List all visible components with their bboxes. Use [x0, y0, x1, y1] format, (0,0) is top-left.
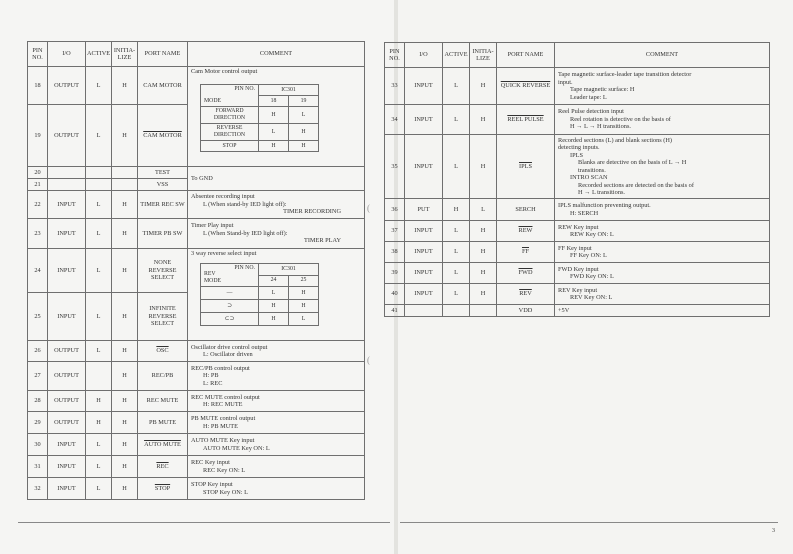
table-row	[385, 305, 770, 317]
comment-cell	[555, 284, 770, 305]
table-row	[385, 284, 770, 305]
port-cell: TEST	[138, 167, 188, 179]
active-cell: L	[86, 105, 112, 167]
comment-line: Blanks are detective on the basis of L → H	[578, 159, 687, 166]
active-cell: L	[86, 478, 112, 500]
init-cell: H	[112, 341, 138, 362]
comment-line: H → L → H transitions.	[570, 123, 631, 131]
init-cell: L	[470, 199, 497, 221]
io-cell: INPUT	[405, 284, 443, 305]
mode-stop: STOP	[201, 141, 259, 152]
one-way-icon: —	[201, 287, 259, 300]
pin-cell: 27	[28, 362, 48, 391]
ic-label: IC301	[259, 85, 319, 96]
table-row	[385, 105, 770, 135]
io-cell: OUTPUT	[48, 412, 86, 434]
value-cell: H	[289, 287, 319, 300]
table-row	[28, 191, 365, 219]
comment-line: FWD Key ON: L	[570, 273, 614, 280]
mode-corner-cell	[201, 85, 259, 107]
port-cell: STOP	[138, 478, 188, 500]
comment-line: STOP Key ON: L	[203, 488, 248, 496]
port-cell: VDD	[497, 305, 555, 317]
col-pin-25: 25	[289, 275, 319, 287]
io-cell: INPUT	[48, 456, 86, 478]
pin-cell: 28	[28, 391, 48, 412]
init-cell: H	[112, 219, 138, 249]
io-cell: INPUT	[48, 478, 86, 500]
col-pin-19: 19	[289, 96, 319, 107]
init-cell: H	[112, 105, 138, 167]
comment-cell	[555, 221, 770, 242]
port-cell: $\overline{REV}$	[497, 284, 555, 305]
comment-cell	[188, 434, 365, 456]
io-cell: INPUT	[48, 219, 86, 249]
comment-line: H → L transitions.	[578, 189, 625, 196]
port-cell: SERCH	[497, 199, 555, 221]
active-cell: L	[443, 284, 470, 305]
init-cell: H	[112, 293, 138, 341]
comment-line: Recorded sections (L) and blank sections (H)	[558, 136, 673, 144]
value-cell: H	[289, 141, 319, 152]
table-header	[28, 42, 365, 67]
right-bottom-rule	[400, 522, 778, 523]
comment-cell	[555, 135, 770, 199]
margin-mark: (	[367, 203, 370, 213]
table-row	[385, 199, 770, 221]
port-cell: QUICK REVERSE	[497, 68, 555, 105]
io-cell: OUTPUT	[48, 67, 86, 105]
comment-line: Tape magnetic surface-leader tape transition detector	[558, 71, 692, 78]
comment-line: REC Key input	[191, 459, 230, 466]
comment-line: input.	[558, 78, 573, 86]
pin-cell: 25	[28, 293, 48, 341]
comment-cell	[188, 456, 365, 478]
port-cell: TIMER PB SW	[138, 219, 188, 249]
table-row	[28, 167, 365, 179]
pin-cell: 31	[28, 456, 48, 478]
pin-cell: 34	[385, 105, 405, 135]
init-cell: H	[112, 434, 138, 456]
io-cell: INPUT	[405, 105, 443, 135]
table-header	[385, 43, 770, 68]
comment-line: FF Key ON: L	[570, 252, 607, 259]
port-cell: $\overline{FWD}$	[497, 263, 555, 284]
io-cell: INPUT	[405, 263, 443, 284]
comment-cell	[188, 191, 365, 219]
comment-cell	[188, 167, 365, 191]
comment-line: To GND	[191, 174, 213, 182]
comment-line: IPLS malfunction preventing output.	[558, 202, 651, 209]
comment-line: AUTO MUTE Key ON: L	[203, 444, 270, 452]
init-cell: H	[112, 249, 138, 293]
ic-label: IC301	[259, 264, 319, 276]
pin-cell: 24	[28, 249, 48, 293]
header-port-name: PORT NAME	[497, 43, 555, 68]
init-cell: H	[112, 391, 138, 412]
active-cell: L	[443, 68, 470, 105]
value-cell: H	[289, 124, 319, 141]
comment-line: H: SERCH	[570, 209, 599, 217]
margin-mark: (	[367, 355, 370, 365]
active-cell: L	[86, 341, 112, 362]
port-cell: REC/PB	[138, 362, 188, 391]
io-cell: OUTPUT	[48, 391, 86, 412]
comment-line: FWD Key input	[558, 265, 599, 273]
comment-line: Tape magnetic surface: H	[570, 86, 635, 93]
pin-cell: 26	[28, 341, 48, 362]
comment-cell	[555, 199, 770, 221]
pin-cell: 23	[28, 219, 48, 249]
io-cell: INPUT	[48, 191, 86, 219]
comment-line: REW Key input	[558, 223, 599, 231]
active-cell: L	[86, 191, 112, 219]
header-comment: COMMENT	[188, 42, 365, 67]
pin-cell: 20	[28, 167, 48, 179]
table-row	[28, 362, 365, 391]
page-number: 3	[772, 528, 775, 534]
comment-cell	[555, 263, 770, 284]
value-cell: H	[259, 313, 289, 326]
table-row	[28, 456, 365, 478]
io-cell: INPUT	[48, 434, 86, 456]
comment-line: Cam Motor control output	[191, 68, 258, 75]
pin-cell: 38	[385, 242, 405, 263]
header-comment: COMMENT	[555, 43, 770, 68]
active-cell: L	[443, 105, 470, 135]
comment-line: Oscillator drive control output	[191, 343, 268, 351]
header-port-name: PORT NAME	[138, 42, 188, 67]
header-pin-no: PIN NO.	[28, 42, 48, 67]
value-cell: H	[259, 107, 289, 124]
comment-cell	[555, 242, 770, 263]
comment-cell	[188, 478, 365, 500]
active-cell: L	[86, 67, 112, 105]
comment-line: REC Key ON: L	[203, 466, 246, 474]
active-cell: L	[443, 263, 470, 284]
table-row	[28, 478, 365, 500]
pin-cell: 35	[385, 135, 405, 199]
active-cell: L	[443, 135, 470, 199]
init-cell: H	[112, 67, 138, 105]
io-cell: INPUT	[405, 68, 443, 105]
table-row	[385, 221, 770, 242]
table-row	[385, 135, 770, 199]
comment-line: REW Key ON: L	[570, 231, 614, 238]
cam-motor-truth-table	[200, 84, 319, 152]
col-pin-24: 24	[259, 275, 289, 287]
comment-line: TIMER PLAY	[303, 237, 341, 245]
port-cell: IPLS	[497, 135, 555, 199]
comment-line: L (When Stand-by IED light off):	[203, 229, 288, 237]
active-cell: H	[86, 412, 112, 434]
header-io: I/O	[405, 43, 443, 68]
value-cell: H	[289, 300, 319, 313]
table-row	[28, 219, 365, 249]
port-cell: REEL PULSE	[497, 105, 555, 135]
comment-line: REV Key input	[558, 286, 598, 294]
init-cell: H	[470, 284, 497, 305]
init-cell: H	[112, 412, 138, 434]
io-cell: INPUT	[405, 242, 443, 263]
table-row	[28, 341, 365, 362]
left-bottom-rule	[18, 522, 390, 523]
comment-line: H: REC MUTE	[203, 401, 243, 408]
port-cell: INFINITE REVERSE SELECT	[138, 293, 188, 341]
comment-line: TIMER RECORDING	[283, 208, 341, 216]
pin-cell: 40	[385, 284, 405, 305]
port-cell: $\overline{OSC}$	[138, 341, 188, 362]
comment-line: INTRO SCAN	[570, 174, 608, 181]
port-cell: AUTO MUTE	[138, 434, 188, 456]
active-cell: H	[443, 199, 470, 221]
comment-line: detecting inputs.	[558, 144, 600, 151]
active-cell: L	[86, 434, 112, 456]
active-cell: L	[86, 249, 112, 293]
init-cell: H	[112, 191, 138, 219]
header-active: ACTIVE	[443, 43, 470, 68]
comment-line: Leader tape: L	[570, 93, 607, 101]
pin-cell: 33	[385, 68, 405, 105]
comment-line: Reel Pulse detection input	[558, 108, 624, 116]
table-row	[28, 391, 365, 412]
reverse-mode-truth-table	[200, 263, 319, 326]
table-row	[385, 263, 770, 284]
io-cell: INPUT	[48, 293, 86, 341]
port-cell: VSS	[138, 179, 188, 191]
io-cell: OUTPUT	[48, 341, 86, 362]
pin-cell: 29	[28, 412, 48, 434]
value-cell: L	[259, 287, 289, 300]
init-cell: H	[112, 478, 138, 500]
pin-cell: 22	[28, 191, 48, 219]
value-cell: L	[289, 313, 319, 326]
comment-line: Recorded sections are detected on the basis of	[578, 181, 694, 189]
header-pin-no: PIN NO.	[385, 43, 405, 68]
port-cell: CAM MOTOR	[138, 67, 188, 105]
comment-cell	[188, 219, 365, 249]
port-cell: CAM MOTOR	[138, 105, 188, 167]
comment-line: transitions.	[578, 166, 606, 174]
comment-line: 3 way reverse select input	[191, 250, 257, 257]
port-cell: PB MUTE	[138, 412, 188, 434]
pin-cell: 32	[28, 478, 48, 500]
comment-cell	[188, 412, 365, 434]
table-row	[385, 242, 770, 263]
comment-cell: +5V	[555, 305, 770, 317]
active-cell: H	[86, 391, 112, 412]
comment-cell	[555, 105, 770, 135]
header-initialize: INITIA-LIZE	[112, 42, 138, 67]
init-cell: H	[470, 263, 497, 284]
pin-cell: 37	[385, 221, 405, 242]
value-cell: L	[259, 124, 289, 141]
active-cell: L	[443, 242, 470, 263]
port-cell: $\overline{FF}$	[497, 242, 555, 263]
value-cell: H	[259, 141, 289, 152]
comment-line: STOP Key input	[191, 481, 233, 488]
table-row	[28, 434, 365, 456]
header-initialize: INITIA-LIZE	[470, 43, 497, 68]
col-pin-18: 18	[259, 96, 289, 107]
pin-cell: 39	[385, 263, 405, 284]
active-cell: L	[86, 293, 112, 341]
table-row	[385, 68, 770, 105]
io-cell: INPUT	[48, 249, 86, 293]
pin-cell: 19	[28, 105, 48, 167]
pin-cell: 41	[385, 305, 405, 317]
value-cell: L	[289, 107, 319, 124]
comment-cell	[555, 68, 770, 105]
comment-line: L (When stand-by IED light off):	[203, 200, 287, 208]
single-reverse-icon: ⊃	[201, 300, 259, 313]
comment-line: FF Key input	[558, 244, 592, 252]
mode-reverse: REVERSE DIRECTION	[201, 124, 259, 141]
mode-corner-cell	[201, 264, 259, 287]
init-cell: H	[470, 221, 497, 242]
comment-cell	[188, 391, 365, 412]
init-cell: H	[470, 242, 497, 263]
io-cell: OUTPUT	[48, 362, 86, 391]
mode-forward: FORWARD DIRECTION	[201, 107, 259, 124]
comment-line: REC MUTE control output	[191, 393, 260, 401]
comment-line: L: REC	[203, 379, 223, 387]
active-cell	[86, 362, 112, 391]
pin-cell: 30	[28, 434, 48, 456]
pin-cell: 36	[385, 199, 405, 221]
comment-line: Timer Play input	[191, 222, 234, 230]
pin-cell: 21	[28, 179, 48, 191]
comment-line: IPLS	[570, 151, 583, 159]
port-cell: $\overline{REW}$	[497, 221, 555, 242]
port-cell: NONE REVERSE SELECT	[138, 249, 188, 293]
comment-line: L: Oscillator driven	[203, 351, 253, 358]
port-cell: $\overline{REC}$	[138, 456, 188, 478]
comment-line: H: PB MUTE	[203, 422, 238, 430]
io-cell: OUTPUT	[48, 105, 86, 167]
header-active: ACTIVE	[86, 42, 112, 67]
active-cell: L	[443, 221, 470, 242]
table-row	[28, 412, 365, 434]
infinite-reverse-icon: ⊂⊃	[201, 313, 259, 326]
comment-line: Reel rotation is detective on the basis of	[570, 115, 671, 123]
active-cell: L	[86, 219, 112, 249]
comment-line: AUTO MUTE Key input	[191, 437, 255, 444]
init-cell: H	[470, 105, 497, 135]
comment-line: H: PB	[203, 372, 219, 380]
comment-line: PB MUTE control output	[191, 415, 256, 422]
header-io: I/O	[48, 42, 86, 67]
init-cell: H	[470, 135, 497, 199]
comment-line: REV Key ON: L	[570, 294, 613, 301]
port-cell: REC MUTE	[138, 391, 188, 412]
io-cell: INPUT	[405, 135, 443, 199]
io-cell: PUT	[405, 199, 443, 221]
comment-line: Absentee recording input	[191, 193, 255, 201]
init-cell: H	[112, 362, 138, 391]
pin-no-label: PIN NO.	[234, 86, 255, 92]
right-pin-table	[384, 42, 770, 317]
pin-no-label: PIN NO.	[234, 265, 255, 271]
port-cell: TIMER REC SW	[138, 191, 188, 219]
value-cell: H	[259, 300, 289, 313]
comment-cell	[188, 362, 365, 391]
active-cell: L	[86, 456, 112, 478]
mode-label: REV MODE	[204, 271, 222, 284]
comment-cell	[188, 341, 365, 362]
comment-line: REC/PB control output	[191, 364, 250, 372]
io-cell: INPUT	[405, 221, 443, 242]
init-cell: H	[470, 68, 497, 105]
init-cell: H	[112, 456, 138, 478]
pin-cell: 18	[28, 67, 48, 105]
mode-label: MODE	[204, 98, 222, 104]
